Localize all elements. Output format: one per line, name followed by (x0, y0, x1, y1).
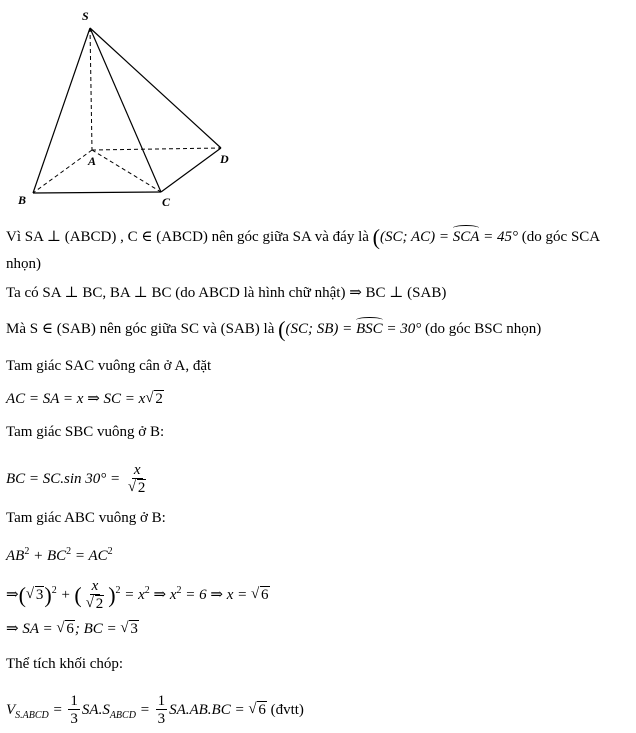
line-2: nhọn) (6, 256, 41, 272)
edge-BC (33, 192, 161, 193)
line-4: Mà S ∈ (SAB) nên góc giữa SC và (SAB) là ((SC; SB) = BSC = 30° (do góc BSC nhọn) (6, 316, 542, 342)
edge-SA (90, 28, 92, 150)
angle-expr-1: (SC; AC) = (379, 229, 453, 245)
line-7: Tam giác SBC vuông ở B: (6, 424, 165, 440)
edge-AB (33, 150, 92, 193)
edge-SB (33, 28, 90, 193)
edge-AC (92, 150, 161, 192)
line-6: AC = SA = x ⇒ SC = x√ 2 (6, 390, 164, 408)
label-B: B (18, 193, 27, 207)
line-14: $V_{S.ABCD}$ = $\frac{1}{3}$ $SA.S_{ABCD}$ = $\frac{1}{3}$ SA.AB.BC = √ 6 (đvtt) (6, 693, 304, 728)
angle-arc-BSC: BSC (356, 321, 383, 337)
label-A: A (88, 154, 97, 168)
line-5: Tam giác SAC vuông cân ở A, đặt (6, 358, 212, 374)
line-3: Ta có SA ⊥ BC, BA ⊥ BC (do ABCD là hình chữ nhật) ⇒ BC ⊥ (SAB) (6, 285, 447, 301)
line-11: ⇒(√ 3)$^2$ + ( x √ 2 )$^2 = x^2$ ⇒ $x^2 = 6$ ⇒ x = √ 6 (6, 578, 270, 613)
line-13: Thể tích khối chóp: (6, 656, 124, 672)
line-12: ⇒ SA = √ 6; BC = √ 3 (6, 620, 139, 638)
edge-SC (90, 28, 161, 192)
label-S: S (82, 9, 89, 23)
line-9: Tam giác ABC vuông ở B: (6, 510, 166, 526)
angle-arc-SCA: SCA (452, 229, 480, 245)
angle-expr-2: (SC; SB) = (285, 321, 356, 337)
pyramid-figure (0, 0, 260, 215)
line-8: BC = SC.sin 30° = x √ 2 (6, 462, 150, 497)
label-D: D (220, 152, 229, 166)
edge-CD (161, 148, 221, 192)
edge-AD (92, 148, 221, 150)
line-10: $AB^2 + BC^2 = AC^2$ (6, 546, 113, 564)
label-C: C (162, 195, 171, 209)
edge-SD (90, 28, 221, 148)
line-1: Vì SA ⊥ (ABCD) , C ∈ (ABCD) nên góc giữa SA và đáy là ((SC; AC) = SCA = 45° (do góc SCA (6, 224, 601, 250)
